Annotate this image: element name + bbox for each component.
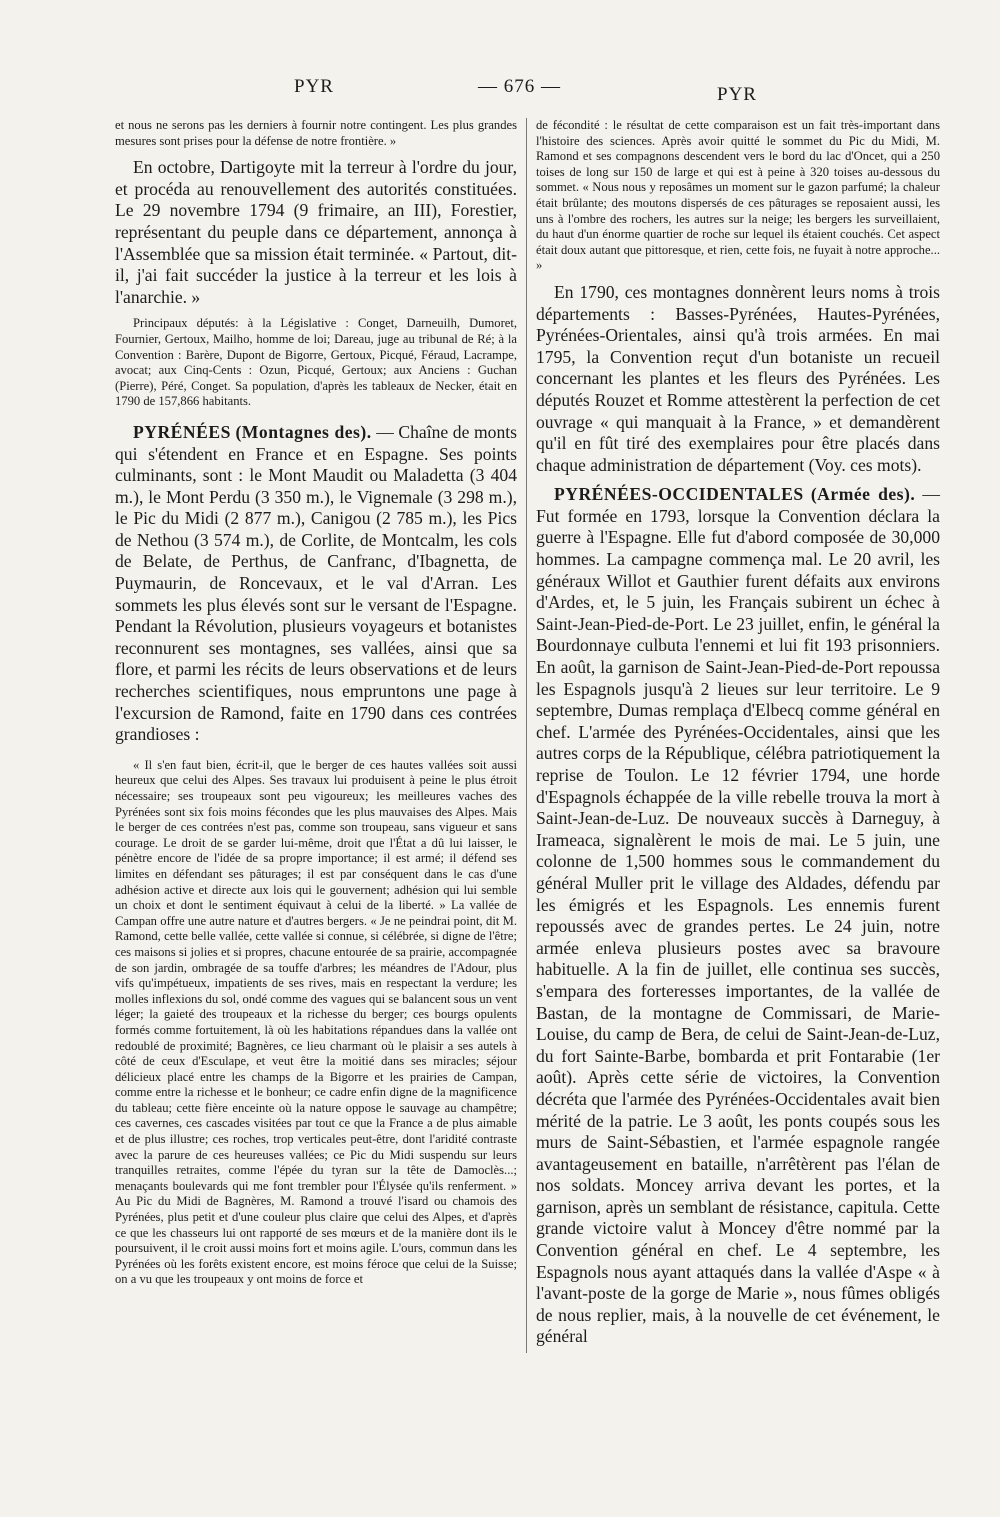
- left-column: [115, 118, 517, 1288]
- page-number: — 676 —: [478, 76, 561, 97]
- quote-continuation: et nous ne serons pas les derniers à fournir notre contingent. Les plus grandes mesures sont prises pour la défense de notre frontière. »: [115, 118, 517, 148]
- running-head-right: PYR: [717, 84, 757, 105]
- paragraph-terror: En octobre, Dartigoyte mit la terreur à l'ordre du jour, et procéda au renouvellement des autorités constituées. Le 29 novembre 1794 (9 frimaire, an III), Forestier, représentant du peuple dans ce département, annonça à l'Assemblée que sa mission était terminée. « Partout, dit-il, j'ai fait succéder la justice à la terreur et les lois à l'anarchie. »: [115, 157, 517, 307]
- entry-pyrenees: [115, 422, 517, 746]
- ramond-quote: « Il s'en faut bien, écrit-il, que le berger de ces hautes vallées soit aussi heureux que celui des Alpes. Ses travaux lui produisent à peine le plus étroit nécessaire; ses troupeaux sont peu vigoureux; les meilleures vaches des Pyrénées sont six fois moins fécondes que les plus mauvaises des Alpes. Mais le berger de ces contrées n'est pas, comme son troupeau, sans vigueur et sans courage. Le droit de se garder lui-même, droit que l'État a dû lui laisser, le pénètre encore de l'idée de sa propre importance; il est armé; il défend ses limites en défendant ses pâturages; il est par conséquent dans le cas d'une adhésion active et directe aux lois qui le gouvernent; adhésion qui lui semble un choix et dont le sentiment équivaut à celui de la liberté. » La vallée de Campan offre une autre nature et d'autres bergers. « Je ne peindrai point, dit M. Ramond, cette belle vallée, cette vallée si connue, si célébrée, si digne de l'être; ces maisons si jolies et si propres, chacune entourée de sa prairie, accompagnée de son jardin, ombragée de sa touffe d'arbres; les méandres de l'Adour, plus vifs qu'impétueux, impatients de ses rives, mais en respectant la verdure; les molles inflexions du sol, ondé comme des vagues qui se balancent sous un vent léger; la gaieté des troupeaux et la richesse du berger; ces bourgs opulents formés comme fortuitement, là où les habitations répandues dans la vallée ont redoublé de proximité; Bagnères, ce lieu charmant où le plaisir a ses autels à côté de ceux d'Esculape, et veut être la moitié dans ses miracles; séjour délicieux placé entre les champs de la Bigorre et les prairies de Campan, comme entre la richesse et le bonheur; ce cadre enfin digne de la magnificence du tableau; cette fière enceinte où la nature oppose le sauvage au champêtre; ces cavernes, ces cascades visitées par tout ce que la France a de plus aimable et de plus illustre; ces roches, trop verticales peut-être, dont l'aridité contraste avec la parure de ces heureuses vallées; ce Pic du Midi suspendu sur leurs tranquilles retraites, comme l'épée du tyran sur la tête de Damoclès...; menaçants boulevards qui me font trembler pour l'Élysée qu'ils renferment. » Au Pic du Midi de Bagnères, M. Ramond a trouvé l'isard ou chamois des Pyrénées, plus petit et d'une couleur plus claire que celui des Alpes, et d'après ce que les chasseurs lui ont rapporté de ses mœurs et de la manière dont ils le poursuivent, il le croit aussi moins fort et moins agile. L'ours, commun dans les Pyrénées où les forêts existent encore, est moins féroce que celui de la Suisse; on a vu que les troupeaux y ont moins de force et: [115, 757, 517, 1287]
- entry-body: — Chaîne de monts qui s'étendent en France et en Espagne. Ses points culminants, sont : le Mont Maudit ou Maladetta (3 404 m.), le Mont Perdu (3 350 m.), le Vignemale (3 298 m.), le Pic du Midi (2 877 m.), Canigou (2 785 m.), les Pics de Nethou (3 574 m.), de Corlite, de Montcalm, les cols de Belate, de Perthus, de Canfranc, d'Ibagnetta, de Puymaurin, de Roncevaux, et le val d'Arran. Les sommets les plus élevés sont sur le versant de l'Espagne. Pendant la Révolution, plusieurs voyageurs et botanistes reconnurent ses montagnes, ses vallées, ainsi que sa flore, et parmi les récits de leurs observations et de leurs recherches scientifiques, nous empruntons une page à l'excursion de Ramond, faite en 1790 dans ces contrées grandioses :: [115, 421, 517, 745]
- paragraph-departments: En 1790, ces montagnes donnèrent leurs noms à trois départements : Basses-Pyrénées, Hautes-Pyrénées, Pyrénées-Orientales, ainsi qu'à trois armées. En mai 1795, la Convention reçut d'un botaniste un recueil concernant les plantes et les fleurs des Pyrénées. Les députés Rouzet et Romme attestèrent la perfection de cet ouvrage « qui manquait à la France, » et demandèrent qu'il en fût tiré des exemplaires pour être placés dans chaque administration de département (Voy. ces mots).: [536, 281, 940, 475]
- entry-pyrenees-occidentales: [536, 484, 940, 1348]
- column-divider: [526, 118, 527, 1353]
- running-head-left: PYR: [294, 76, 334, 97]
- entry-subheadword: (Armée des).: [810, 484, 916, 505]
- entry-headword: PYRÉNÉES-OCCIDENTALES: [554, 484, 804, 505]
- right-column: [536, 118, 940, 1348]
- deputies-list: Principaux députés: à la Législative : Conget, Darneuilh, Dumoret, Fournier, Gertoux, Mailho, homme de loi; Dareau, juge au tribunal de Ré; à la Convention : Barère, Dupont de Bigorre, Gertoux, Picqué, Féraud, Lacrampe, avocat; aux Cinq-Cents : Ozun, Picqué, Gertoux; aux Anciens : Guchan (Pierre), Péré, Conget. Sa population, d'après les tableaux de Necker, était en 1790 de 157,866 habitants.: [115, 316, 517, 409]
- ramond-quote-continuation: de fécondité : le résultat de cette comparaison est un fait très-important dans l'histoire des sciences. Après avoir quitté le sommet du Pic du Midi, M. Ramond et ses compagnons descendent vers le bord du lac d'Oncet, qui a 250 toises de long sur 150 de large et qui est à peine à 320 toises au-dessous du sommet. « Nous nous y reposâmes un moment sur le gazon parfumé; la chaleur était brûlante; des moutons dispersés de ces pâturages se reposaient aussi, les uns à l'ombre des rochers, les autres sur la neige; les bergers les surveillaient, du haut d'un énorme quartier de roche sur lequel ils étaient couchés. Cet aspect était doux autant que pittoresque, et rien, cette fois, ne fuyait à notre approche... »: [536, 118, 940, 273]
- entry-body: — Fut formée en 1793, lorsque la Convention déclara la guerre à l'Espagne. Elle fut d'abord composée de 30,000 hommes. La campagne commença mal. Le 20 avril, les généraux Willot et Gauthier furent défaits aux environs d'Ardes, et, le 5 juin, les Français subirent un échec à Saint-Jean-Pied-de-Port. Le 23 juillet, enfin, le général la Bourdonnaye culbuta l'ennemi et lui fit 193 prisonniers. En août, la garnison de Saint-Jean-Pied-de-Port repoussa les Espagnols jusqu'à 2 lieues sur leur territoire. Le 9 septembre, Dumas remplaça d'Elbecq comme général en chef. L'armée des Pyrénées-Occidentales, ainsi que les autres corps de la République, célébra patriotiquement la reprise de Toulon. Le 12 février 1794, une horde d'Espagnols échappée de la ville rebelle trouva la mort à Saint-Jean-de-Luz. De nouveaux succès à Darneguy, à Irameaca, signalèrent le mois de mai. Le 5 juin, une colonne de 1,500 hommes sous le commandement du général Muller prit le village des Aldades, défendu par les émigrés et les Espagnols. Les ennemis furent repoussés avec de grandes pertes. Le 24 juin, notre armée enleva plusieurs postes avec sa bravoure habituelle. A la fin de juillet, elle continua ses succès, s'empara des forteresses importantes, de la vallée de Bastan, de la montagne de Commissari, de Marie-Louise, du camp de Bera, de celui de Saint-Jean-de-Luz, du fort Sainte-Barbe, bombarda et prit Fontarabie (1er août). Après cette série de victoires, la Convention décréta que l'armée des Pyrénées-Occidentales avait bien mérité de la patrie. Le 3 août, les ponts coupés sous les murs de Saint-Sébastien, et l'armée espagnole rangée avantageusement en bataille, n'arrêtèrent pas l'élan de nos soldats. Moncey arriva devant les portes, et la garnison, après un semblant de résistance, capitula. Cette grande victoire valut à Moncey d'être nommé par la Convention général en chef. Le 4 septembre, les Espagnols nous ayant attaqués dans la vallée d'Aspe « à l'avant-poste de la gorge de Marie », nous fûmes obligés de nous replier, mais, à la nouvelle de cet événement, le général: [536, 484, 941, 1347]
- entry-headword: PYRÉNÉES: [133, 421, 231, 442]
- entry-subheadword: (Montagnes des).: [235, 421, 372, 442]
